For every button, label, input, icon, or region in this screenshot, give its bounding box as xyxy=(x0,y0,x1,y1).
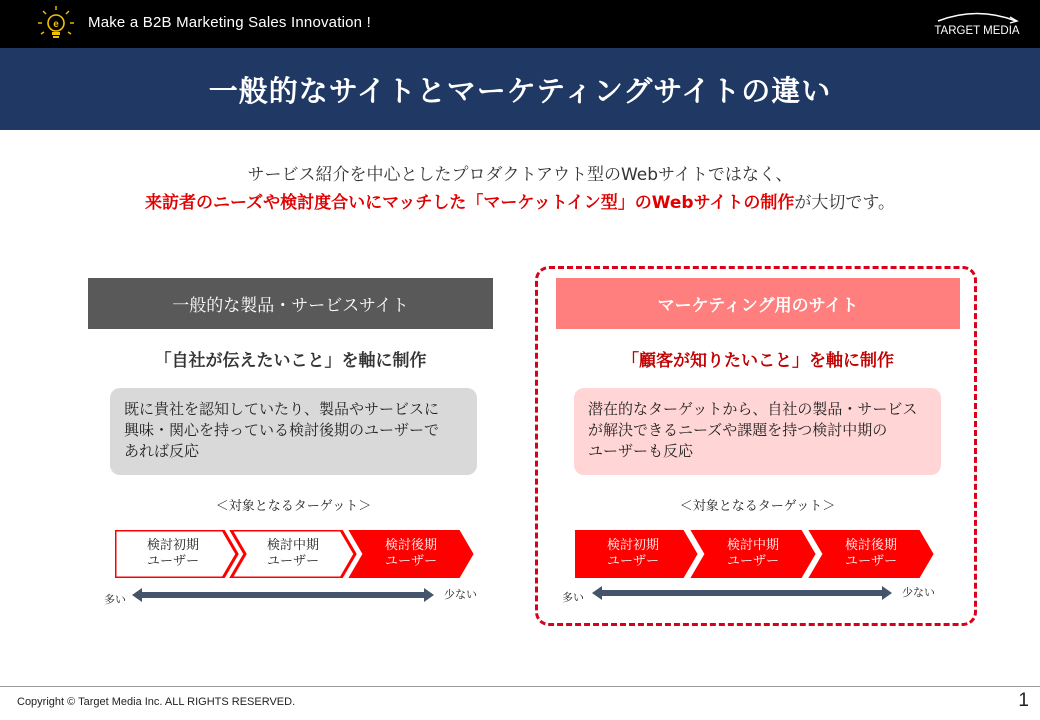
description-line: 潜在的なターゲットから、自社の製品・サービス xyxy=(588,400,918,418)
title-bar xyxy=(0,48,1040,130)
general-target-label: ＜対象となるターゲット＞ xyxy=(215,499,372,514)
target-media-logo[interactable] xyxy=(930,12,1024,40)
description-line: あれば反応 xyxy=(124,442,200,460)
double-arrow-icon xyxy=(132,588,434,602)
description-line: が解決できるニーズや課題を持つ検討中期の xyxy=(588,421,888,439)
general-site-description xyxy=(110,388,477,475)
marketing-stage-chevrons xyxy=(575,530,935,578)
general-quantity-range xyxy=(100,586,490,606)
stage-mid-text: 検討中期 ユーザー xyxy=(266,538,319,569)
page-title: 一般的なサイトとマーケティングサイトの違い xyxy=(208,73,832,108)
intro-tail: が大切です。 xyxy=(794,193,896,213)
marketing-site-axis: 「顧客が知りたいこと」を軸に制作 xyxy=(622,351,894,371)
general-site-header: 一般的な製品・サービスサイト xyxy=(88,278,493,329)
top-bar xyxy=(0,0,1040,48)
description-line: 既に貴社を認知していたり、製品やサービスに xyxy=(124,400,440,418)
intro-line-2 xyxy=(0,188,1040,213)
general-stage-chevrons xyxy=(115,530,475,578)
page-number: 1 xyxy=(1018,690,1029,711)
stage-late-text: 検討後期 ユーザー xyxy=(384,538,437,569)
intro-line-1: サービス紹介を中心としたプロダクトアウト型のWebサイトではなく、 xyxy=(247,165,793,185)
copyright: Copyright © Target Media Inc. ALL RIGHTS RESERVED. xyxy=(17,696,296,708)
marketing-site-header: マーケティング用のサイト xyxy=(556,278,960,329)
stage-late-text: 検討後期 ユーザー xyxy=(844,538,897,569)
marketing-site-description xyxy=(574,388,941,475)
svg-text:e: e xyxy=(53,19,59,30)
stage-mid-text: 検討中期 ユーザー xyxy=(726,538,779,569)
double-arrow-icon xyxy=(592,586,892,600)
range-low-label: 多い xyxy=(562,591,584,604)
description-line: 興味・関心を持っている検討後期のユーザーで xyxy=(124,421,440,439)
footer-divider xyxy=(0,686,1040,687)
range-low-label: 多い xyxy=(104,593,126,606)
stage-early-text: 検討初期 ユーザー xyxy=(146,538,199,569)
marketing-quantity-range xyxy=(560,586,950,606)
range-high-label: 少ない xyxy=(902,586,935,599)
description-line: ユーザーも反応 xyxy=(588,442,694,460)
header-tagline: Make a B2B Marketing Sales Innovation ! xyxy=(88,14,371,31)
lightbulb-icon xyxy=(34,4,78,44)
stage-early-text: 検討初期 ユーザー xyxy=(606,538,659,569)
intro-highlight: 来訪者のニーズや検討度合いにマッチした「マーケットイン型」のWebサイトの制作 xyxy=(144,193,795,213)
general-site-axis: 「自社が伝えたいこと」を軸に制作 xyxy=(154,351,427,371)
range-high-label: 少ない xyxy=(444,588,477,601)
marketing-target-label: ＜対象となるターゲット＞ xyxy=(679,499,836,514)
brand-name: TARGET MEDIA xyxy=(934,25,1020,37)
